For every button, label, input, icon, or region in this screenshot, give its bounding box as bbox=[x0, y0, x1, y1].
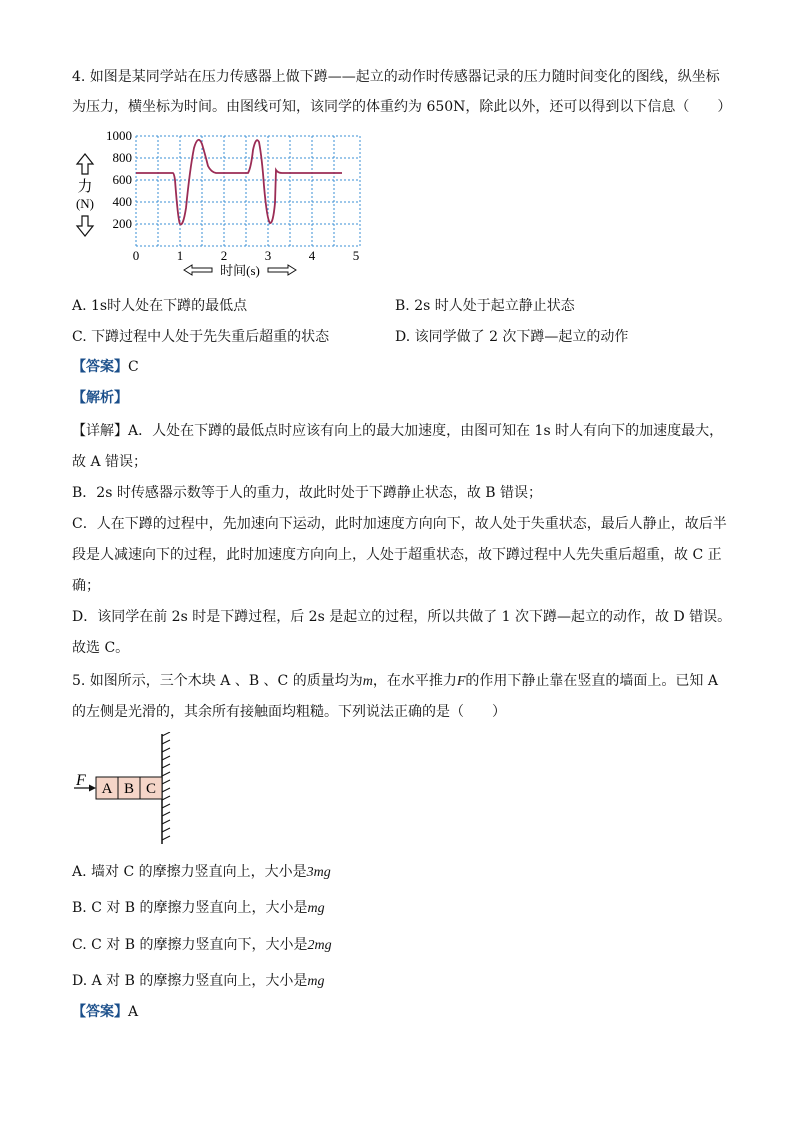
q5-option-c bbox=[72, 935, 332, 956]
q4-explanation-line5: 段是人减速向下的过程，此时加速度方向向上，人处于超重状态，故下蹲过程中人先失重后超重，故 C 正 bbox=[72, 547, 722, 563]
q5-option-c-text: C. C 对 B 的摩擦力竖直向下，大小是 bbox=[72, 937, 308, 953]
x-tick-4: 4 bbox=[308, 248, 316, 263]
q4-explanation-line6: 确； bbox=[72, 578, 100, 594]
x-tick-0: 0 bbox=[132, 248, 140, 263]
q4-option-b: B. 2s 时人处于起立静止状态 bbox=[395, 298, 575, 314]
q5-option-b-text: B. C 对 B 的摩擦力竖直向上，大小是 bbox=[72, 900, 308, 916]
y-tick-800: 800 bbox=[112, 150, 132, 165]
x-tick-3: 3 bbox=[264, 248, 272, 263]
y-axis-label-char: 力 bbox=[77, 179, 93, 195]
q4-answer-line bbox=[72, 357, 139, 377]
answer-tag: 【答案】 bbox=[72, 359, 128, 375]
q5-stem-part2: ，在水平推力 bbox=[372, 673, 457, 689]
y-tick-1000: 1000 bbox=[106, 128, 132, 143]
answer-tag: 【答案】 bbox=[72, 1004, 128, 1020]
y-tick-400: 400 bbox=[112, 194, 132, 209]
x-tick-5: 5 bbox=[352, 248, 360, 263]
q5-stem-part1: 5. 如图所示，三个木块 A 、B 、C 的质量均为 bbox=[72, 673, 363, 689]
up-arrow-icon bbox=[77, 154, 93, 174]
right-arrow-icon bbox=[268, 265, 296, 275]
y-tick-200: 200 bbox=[112, 216, 132, 231]
q4-explanation-line3: B．2s 时传感器示数等于人的重力，故此时处于下蹲静止状态，故 B 错误； bbox=[72, 485, 543, 501]
q5-answer: A bbox=[128, 1004, 139, 1020]
block-a-label: A bbox=[101, 781, 113, 797]
q5-stem-line2: 的左侧是光滑的，其余所有接触面均粗糙。下列说法正确的是（ ） bbox=[72, 704, 506, 720]
graph-grid bbox=[136, 136, 360, 246]
q5-option-d bbox=[72, 971, 325, 992]
analysis-tag: 【解析】 bbox=[72, 390, 128, 406]
q5-option-c-math: 2mg bbox=[307, 938, 332, 953]
detail-tag: 【详解】 bbox=[72, 423, 128, 439]
q5-option-a-text: A. 墙对 C 的摩擦力竖直向上，大小是 bbox=[72, 864, 307, 880]
q5-stem-part3: 的作用下静止靠在竖直的墙面上。已知 A bbox=[465, 673, 718, 689]
left-arrow-icon bbox=[184, 265, 212, 275]
q4-explanation-line4: C．人在下蹲的过程中，先加速向下运动，此时加速度方向向下，故人处于失重状态，最后人静止，故后半 bbox=[72, 516, 727, 532]
y-tick-600: 600 bbox=[112, 172, 132, 187]
q4-stem-line2: 为压力，横坐标为时间。由图线可知，该同学的体重约为 650N，除此以外，还可以得到以下信息（ ） bbox=[72, 99, 732, 115]
force-label: F bbox=[76, 772, 86, 789]
y-axis-label-unit: (N) bbox=[75, 196, 95, 211]
q5-option-a bbox=[72, 862, 331, 883]
mass-symbol: m bbox=[362, 674, 373, 689]
block-c-label: C bbox=[145, 781, 157, 797]
q5-stem-line1 bbox=[72, 671, 718, 692]
block-b-label: B bbox=[123, 781, 135, 797]
q5-option-d-math: mg bbox=[307, 974, 325, 989]
q4-explanation-line7: D．该同学在前 2s 时是下蹲过程，后 2s 是起立的过程，所以共做了 1 次下蹲—起立的动作，故 D 错误。 bbox=[72, 609, 732, 625]
q5-answer-line bbox=[72, 1002, 138, 1022]
q4-option-d: D. 该同学做了 2 次下蹲—起立的动作 bbox=[395, 329, 629, 345]
blocks-wall-figure bbox=[70, 732, 180, 850]
q5-option-a-math: 3mg bbox=[306, 865, 331, 880]
q4-answer: C bbox=[128, 359, 139, 375]
q4-explanation-line2: 故 A 错误； bbox=[72, 454, 148, 470]
x-tick-2: 2 bbox=[220, 248, 228, 263]
x-axis-label: 时间(s) bbox=[220, 263, 260, 278]
pressure-curve bbox=[136, 140, 342, 225]
down-arrow-icon bbox=[77, 216, 93, 236]
q5-option-b bbox=[72, 898, 325, 919]
q4-option-a: A. 1s时人处在下蹲的最低点 bbox=[72, 298, 248, 314]
q4-explanation-line1 bbox=[72, 421, 723, 441]
pressure-time-graph bbox=[70, 128, 370, 278]
q4-analysis-tag bbox=[72, 388, 128, 408]
q4-stem-line1: 4. 如图是某同学站在压力传感器上做下蹲——起立的动作时传感器记录的压力随时间变化的图线，纵坐标 bbox=[72, 69, 720, 85]
q4-option-c: C. 下蹲过程中人处于先失重后超重的状态 bbox=[72, 329, 330, 345]
q5-option-b-math: mg bbox=[307, 901, 325, 916]
force-arrowhead-icon bbox=[89, 785, 96, 792]
force-symbol: F bbox=[456, 674, 466, 689]
q4-exp1: A．人处在下蹲的最低点时应该有向上的最大加速度，由图可知在 1s 时人有向下的加速度最大， bbox=[128, 423, 724, 439]
q5-option-d-text: D. A 对 B 的摩擦力竖直向上，大小是 bbox=[72, 973, 308, 989]
x-tick-1: 1 bbox=[176, 248, 184, 263]
q4-explanation-line8: 故选 C。 bbox=[72, 640, 130, 656]
wall-hatching bbox=[162, 732, 170, 840]
